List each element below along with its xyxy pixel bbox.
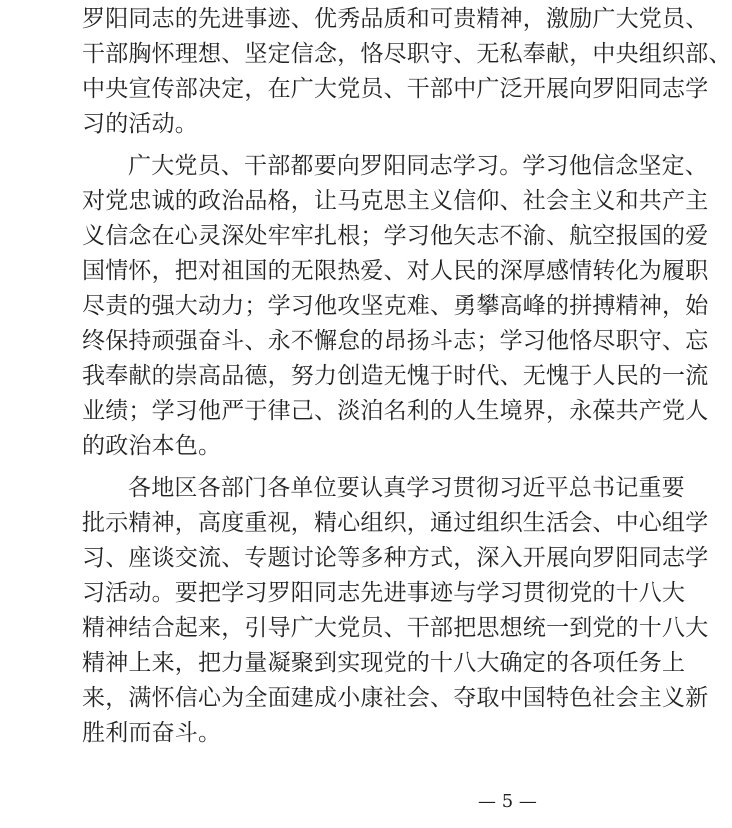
paragraph-2-line-6: 终保持顽强奋斗、永不懈怠的昂扬斗志；学习他恪尽职守、忘: [82, 328, 709, 354]
paragraph-2-line-8: 业绩；学习他严于律己、淡泊名利的人生境界，永葆共产党人: [82, 398, 709, 424]
paragraph-3-line-8: 胜利而奋斗。: [82, 720, 222, 746]
paragraph-1-line-2: 干部胸怀理想、坚定信念，恪尽职守、无私奉献，中央组织部、: [82, 41, 732, 67]
paragraph-2-line-1: 广大党员、干部都要向罗阳同志学习。学习他信念坚定、: [128, 153, 708, 179]
paragraph-2-line-5: 尽责的强大动力；学习他攻坚克难、勇攀高峰的拼搏精神，始: [82, 293, 709, 319]
paragraph-3-line-1: 各地区各部门各单位要认真学习贯彻习近平总书记重要: [128, 475, 685, 501]
paragraph-3-line-4: 习活动。要把学习罗阳同志先进事迹与学习贯彻党的十八大: [82, 580, 686, 606]
paragraph-3-line-3: 习、座谈交流、专题讨论等多种方式，深入开展向罗阳同志学: [82, 545, 709, 571]
paragraph-3-line-7: 来，满怀信心为全面建成小康社会、夺取中国特色社会主义新: [82, 685, 709, 711]
page-number: — 5 —: [478, 791, 537, 812]
paragraph-2-line-9: 的政治本色。: [82, 433, 222, 459]
paragraph-3-line-6: 精神上来，把力量凝聚到实现党的十八大确定的各项任务上: [82, 650, 686, 676]
paragraph-1-line-4: 习的活动。: [82, 111, 198, 137]
paragraph-1-line-1: 罗阳同志的先进事迹、优秀品质和可贵精神，激励广大党员、: [82, 6, 709, 32]
paragraph-2-line-7: 我奉献的崇高品德，努力创造无愧于时代、无愧于人民的一流: [82, 363, 709, 389]
paragraph-2-line-3: 义信念在心灵深处牢牢扎根；学习他矢志不渝、航空报国的爱: [82, 223, 709, 249]
paragraph-3-line-5: 精神结合起来，引导广大党员、干部把思想统一到党的十八大: [82, 615, 709, 641]
paragraph-2-line-4: 国情怀，把对祖国的无限热爱、对人民的深厚感情转化为履职: [82, 258, 709, 284]
paragraph-2-line-2: 对党忠诚的政治品格，让马克思主义信仰、社会主义和共产主: [82, 188, 709, 214]
paragraph-3-line-2: 批示精神，高度重视，精心组织，通过组织生活会、中心组学: [82, 510, 709, 536]
paragraph-1-line-3: 中央宣传部决定，在广大党员、干部中广泛开展向罗阳同志学: [82, 76, 709, 102]
